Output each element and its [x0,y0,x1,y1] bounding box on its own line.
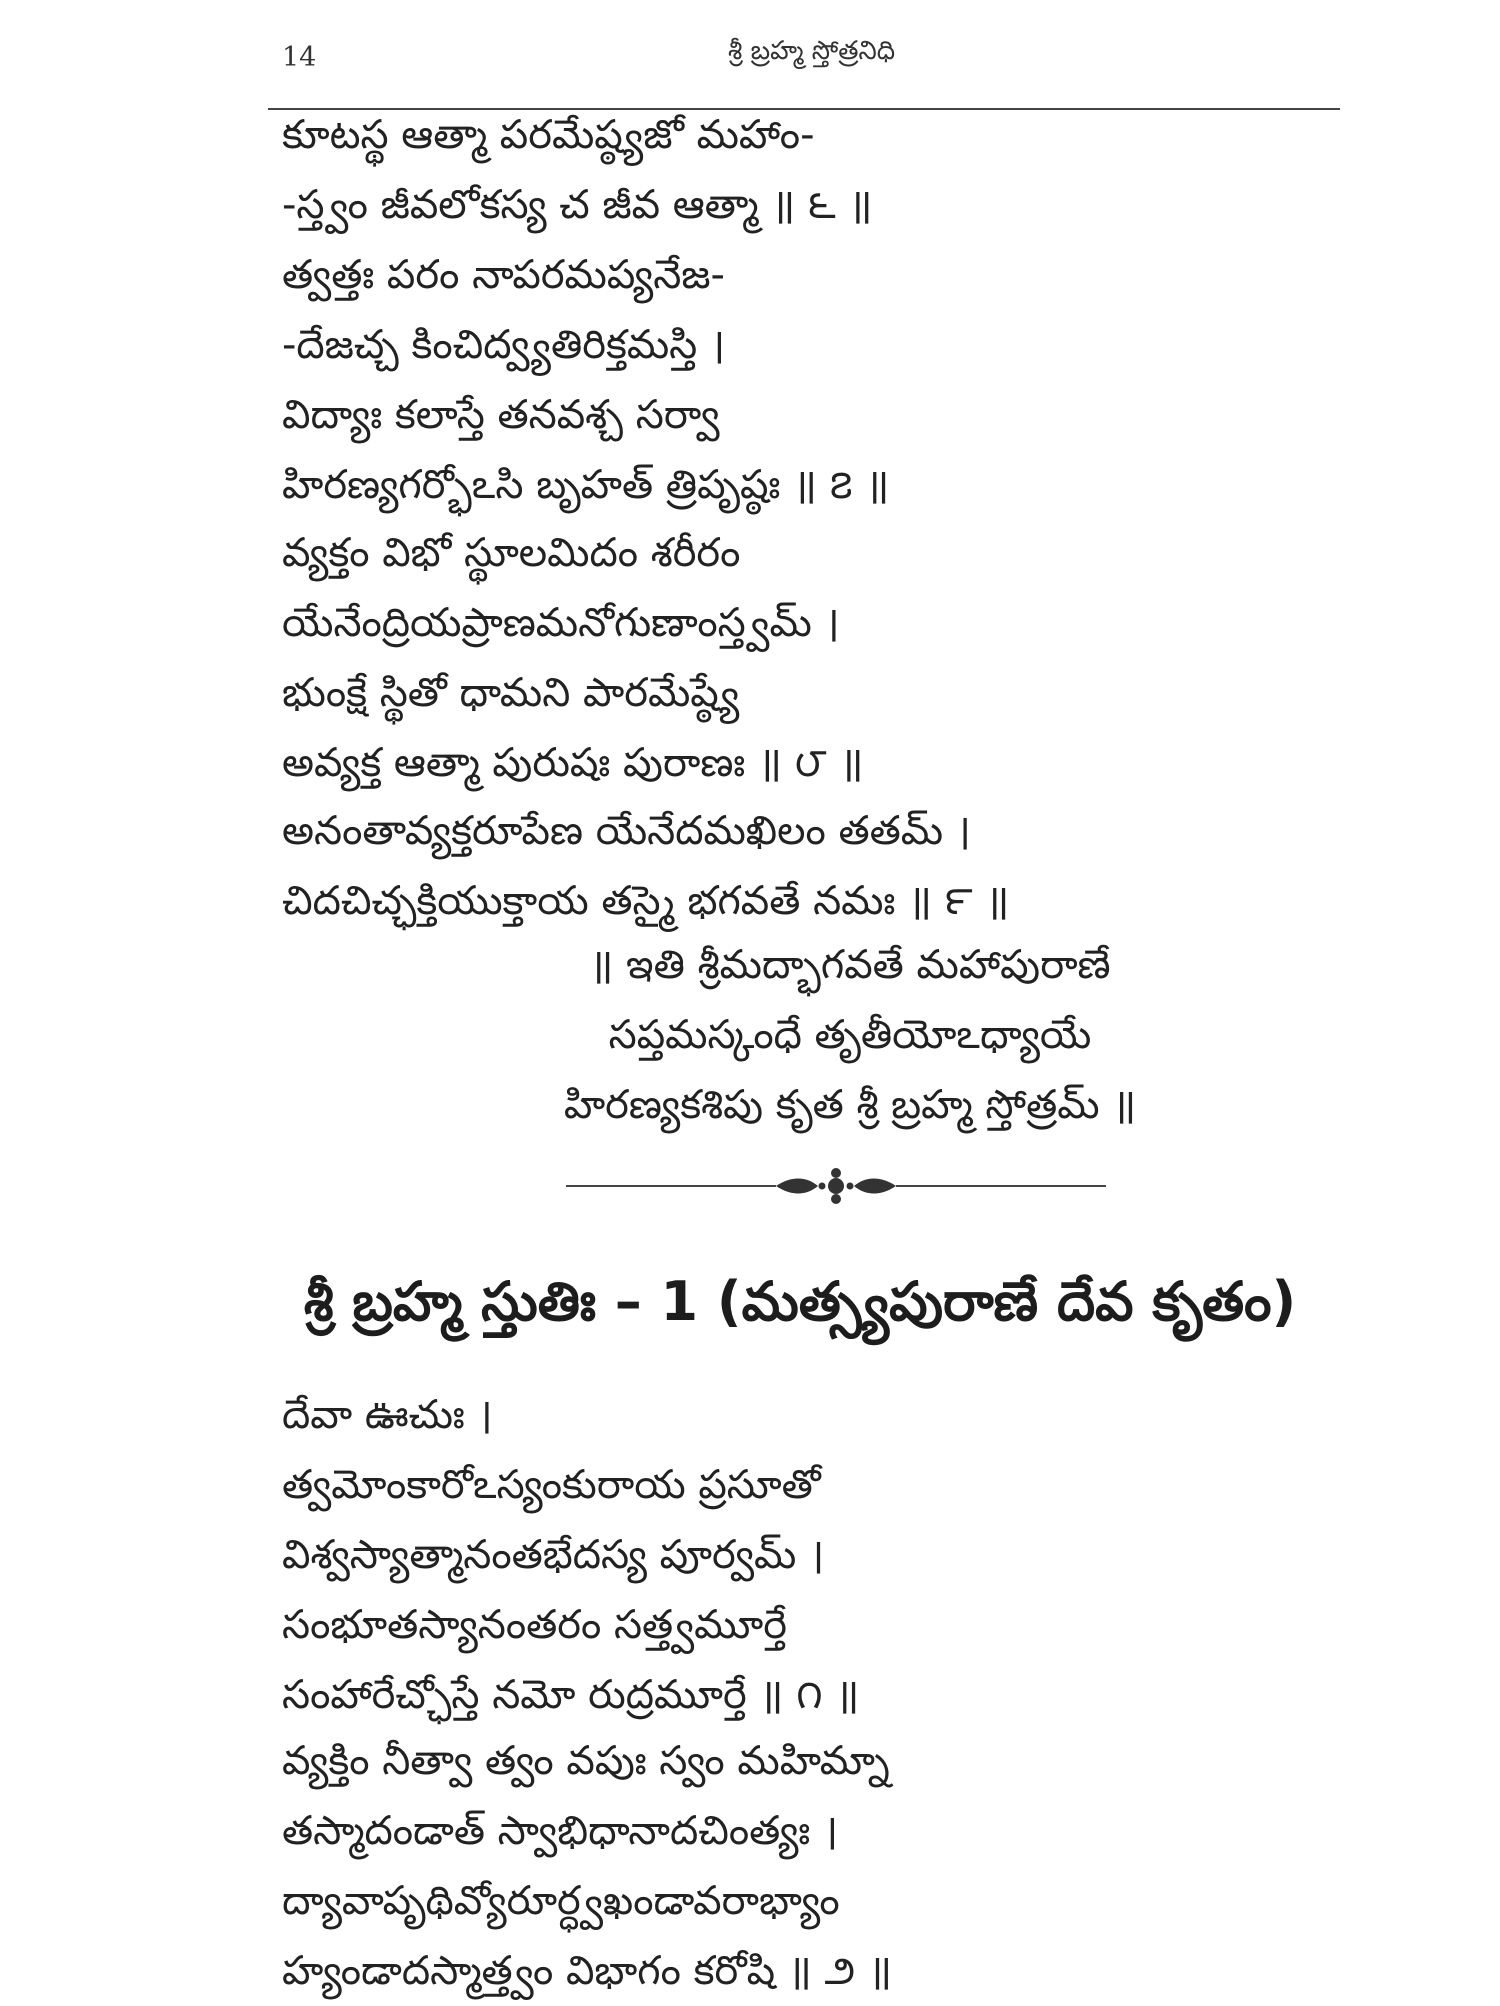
ornament-divider [566,1166,1106,1206]
page-number: 14 [282,42,317,73]
running-title: శ్రీ బ్రహ్మ స్తోత్రనిధి [728,36,896,66]
verse-line: -స్త్వం జీవలోకస్య చ జీవ ఆత్మా ॥ ౬ ॥ [282,182,873,228]
verse-line: అవ్యక్త ఆత్మా పురుషః పురాణః ॥ ౮ ॥ [282,740,864,786]
verse-line: సంభూతస్యానంతరం సత్త్వమూర్తే [282,1602,787,1648]
verse-line: తస్మాదండాత్ స్వాభిధానాదచింత్యః । [282,1808,839,1854]
verse-line: అనంతావ్యక్తరూపేణ యేనేదమఖిలం తతమ్ । [282,808,971,854]
verse-line: కూటస్థ ఆత్మా పరమేష్ఠ్యజో మహాం- [282,112,815,158]
stanza-8 [282,518,1382,798]
verse-line: విద్యాః కలాస్తే తనవశ్చ సర్వా [282,392,720,438]
verse-line: ద్యావాపృథివ్యోరూర్ధ్వఖండావరాభ్యాం [282,1878,840,1924]
section-title: శ్రీ బ్రహ్మ స్తుతిః – 1 (మత్స్యపురాణే దేవ కృతం) [303,1270,1297,1333]
colophon-line: ॥ ఇతి శ్రీమద్భాగవతే మహాపురాణే [589,942,1111,988]
verse-line: త్వత్తః పరం నాపరమప్యనేజ- [282,252,725,298]
verse-line: త్వమోంకారోఽస్యంకురాయ ప్రసూతో [282,1462,821,1508]
stanza-2 [282,1726,1382,2006]
verse-line: వ్యక్తం విభో స్థూలమిదం శరీరం [282,530,741,576]
verse-line: దేవా ఊచుః । [282,1392,493,1438]
colophon-line: హిరణ్యకశిపు కృత శ్రీ బ్రహ్మ స్తోత్రమ్ ॥ [563,1082,1137,1128]
verse-line: -దేజచ్చ కించిద్వ్యతిరిక్తమస్తి । [282,322,726,368]
verse-line: హ్యండాదస్మాత్త్వం విభాగం కరోషి ॥ ౨ ॥ [282,1948,893,1994]
verse-line: చిదచిచ్ఛక్తియుక్తాయ తస్మై భగవతే నమః ॥ ౯ ॥ [282,878,1010,924]
verse-line: సంహారేచ్ఛోస్తే నమో రుద్రమూర్తే ॥ ౧ ॥ [282,1672,860,1718]
stanza-6 [282,100,1382,240]
stanza-9 [282,796,1382,936]
verse-line: విశ్వస్యాత్మానంతభేదస్య పూర్వమ్ । [282,1532,825,1578]
verse-line: యేనేంద్రియప్రాణమనోగుణాంస్త్వమ్ । [282,600,840,646]
colophon-line: సప్తమస్కంధే తృతీయోఽధ్యాయే [608,1012,1092,1058]
verse-line: హిరణ్యగర్భోఽసి బృహత్ త్రిపృష్ఠః ॥ ౭ ॥ [282,462,890,508]
stanza-1 [282,1380,1382,1730]
verse-line: వ్యక్తిం నీత్వా త్వం వపుః స్వం మహిమ్నా [282,1738,890,1784]
colophon [440,930,1260,1140]
verse-line: భుంక్షే స్థితో ధామని పారమేష్ఠ్యే [282,670,740,716]
running-header [268,36,1348,80]
stanza-7 [282,240,1382,520]
